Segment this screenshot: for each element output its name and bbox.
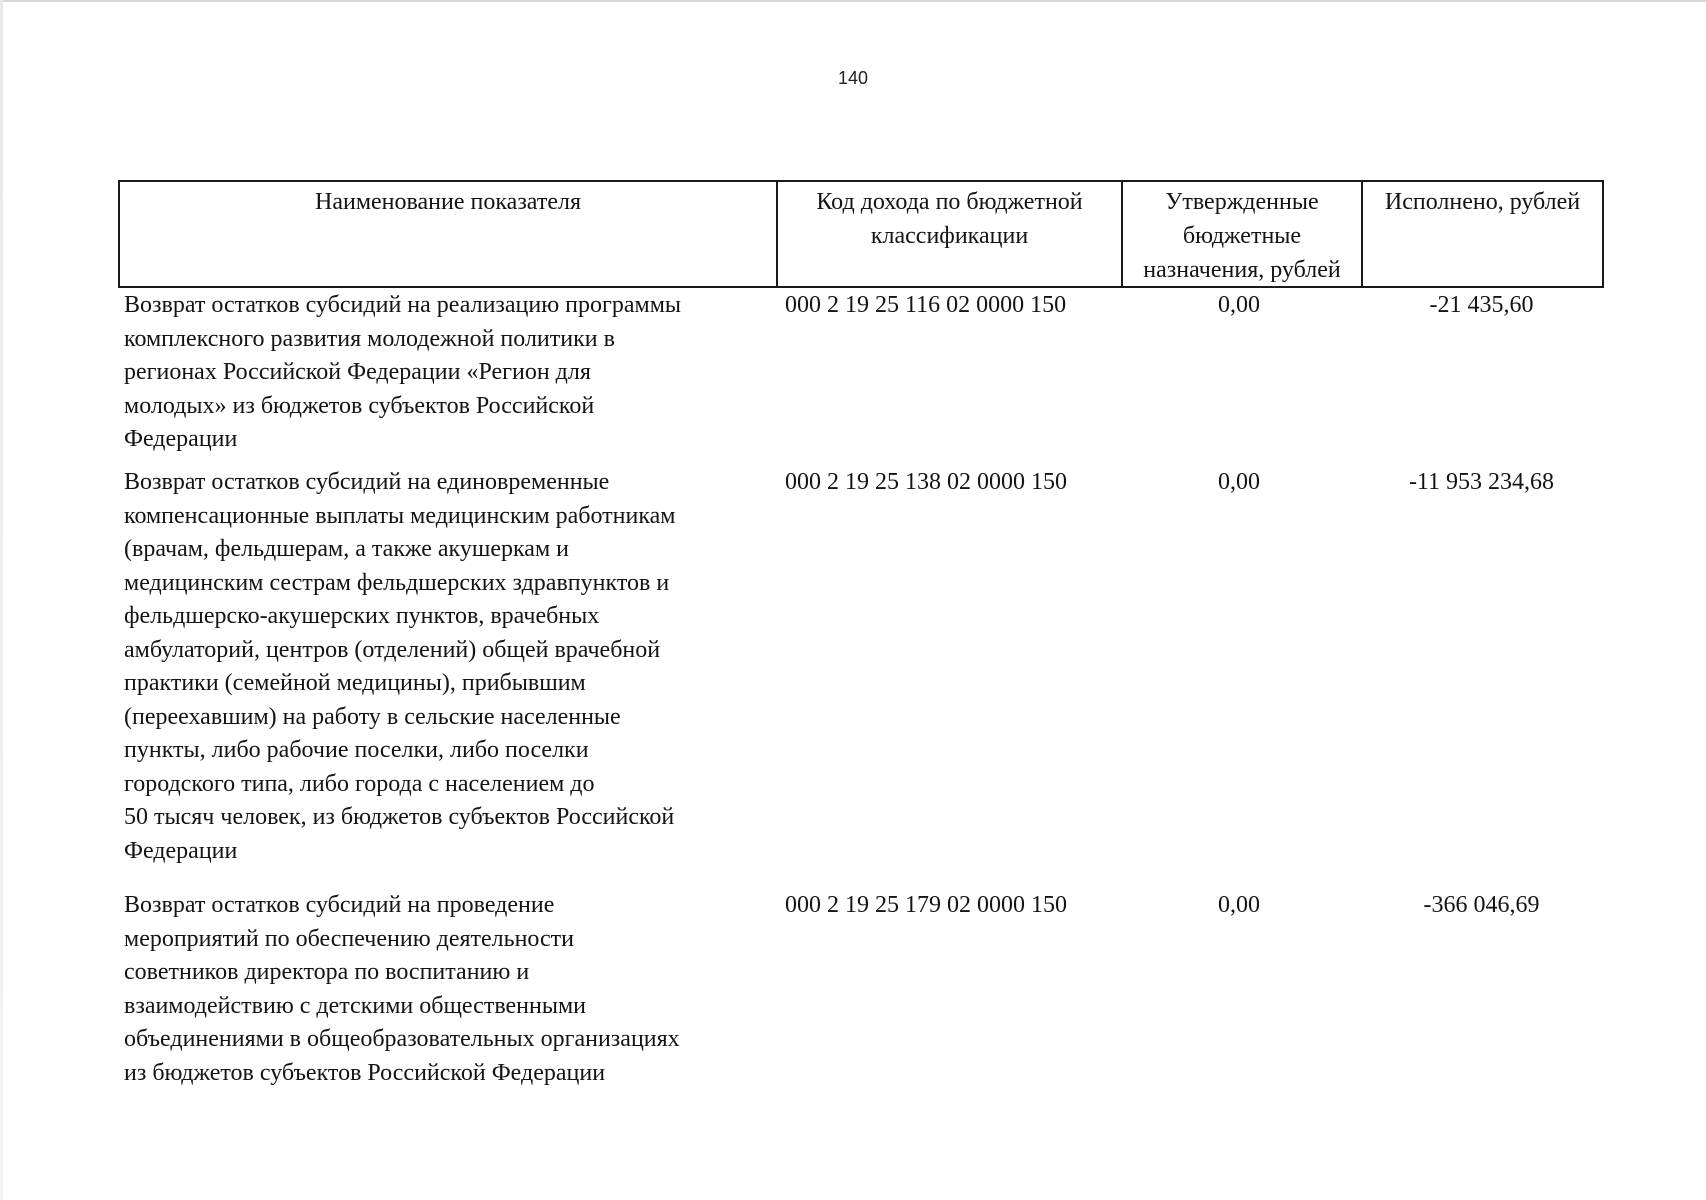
name-line: (переехавшим) на работу в сельские населенные: [124, 703, 621, 730]
header-executed: Исполнено, рублей: [1361, 182, 1602, 286]
name-line: мероприятий по обеспечению деятельности: [124, 925, 575, 952]
header-approved: Утвержденные бюджетные назначения, рублей: [1121, 182, 1361, 286]
row-name-cell: [118, 289, 774, 457]
table-row: [118, 889, 1604, 1090]
row-code-cell: 000 2 19 25 179 02 0000 150: [785, 892, 1067, 918]
name-line: амбулаторий, центров (отделений) общей врачебной: [124, 636, 661, 663]
page-number: 140: [837, 68, 869, 88]
row-code-cell: 000 2 19 25 138 02 0000 150: [785, 469, 1067, 495]
name-line: Возврат остатков субсидий на реализацию программы: [124, 292, 682, 318]
table-header: [118, 180, 1604, 288]
name-line: Возврат остатков субсидий на единовременные: [124, 469, 610, 495]
name-line: пункты, либо рабочие поселки, либо поселки: [124, 737, 589, 763]
name-line: фельдшерско-акушерских пунктов, врачебных: [124, 603, 600, 629]
row-approved-cell: 0,00: [1218, 469, 1260, 495]
table-row: [118, 289, 1604, 457]
row-name-cell: [118, 889, 774, 1090]
row-name-cell: [118, 466, 774, 868]
scan-left-edge: [0, 0, 3, 1200]
table-row: [118, 466, 1604, 868]
name-line: Федерации: [124, 837, 238, 864]
name-line: Федерации: [124, 426, 238, 452]
name-line: (врачам, фельдшерам, а также акушеркам и: [124, 536, 569, 562]
name-line: 50 тысяч человек, из бюджетов субъектов Российской: [124, 804, 675, 830]
name-line: Возврат остатков субсидий на проведение: [124, 892, 555, 918]
name-line: молодых» из бюджетов субъектов Российской: [124, 392, 595, 419]
row-approved-cell: 0,00: [1218, 892, 1260, 918]
row-approved-cell: 0,00: [1218, 292, 1260, 318]
name-line: практики (семейной медицины), прибывшим: [124, 670, 586, 696]
row-code-cell: 000 2 19 25 116 02 0000 150: [785, 292, 1067, 318]
name-line: компенсационные выплаты медицинским работникам: [124, 502, 676, 529]
name-line: взаимодействию с детскими общественными: [124, 992, 587, 1019]
header-name: Наименование показателя: [315, 189, 581, 215]
row-executed-cell: -366 046,69: [1423, 892, 1540, 918]
name-line: медицинским сестрам фельдшерских здравпунктов и: [124, 569, 670, 596]
scan-top-edge: [0, 0, 1706, 2]
name-line: объединениями в общеобразовательных организациях: [124, 1026, 680, 1052]
name-line: комплексного развития молодежной политики в: [124, 325, 615, 352]
name-line: советников директора по воспитанию и: [124, 959, 530, 985]
row-executed-cell: -21 435,60: [1429, 292, 1534, 318]
name-line: из бюджетов субъектов Российской Федерации: [124, 1059, 606, 1086]
name-line: городского типа, либо города с населением до: [124, 770, 595, 797]
row-executed-cell: -11 953 234,68: [1408, 469, 1555, 495]
header-code: Код дохода по бюджетной классификации: [776, 182, 1121, 286]
name-line: регионах Российской Федерации «Регион для: [124, 359, 591, 385]
